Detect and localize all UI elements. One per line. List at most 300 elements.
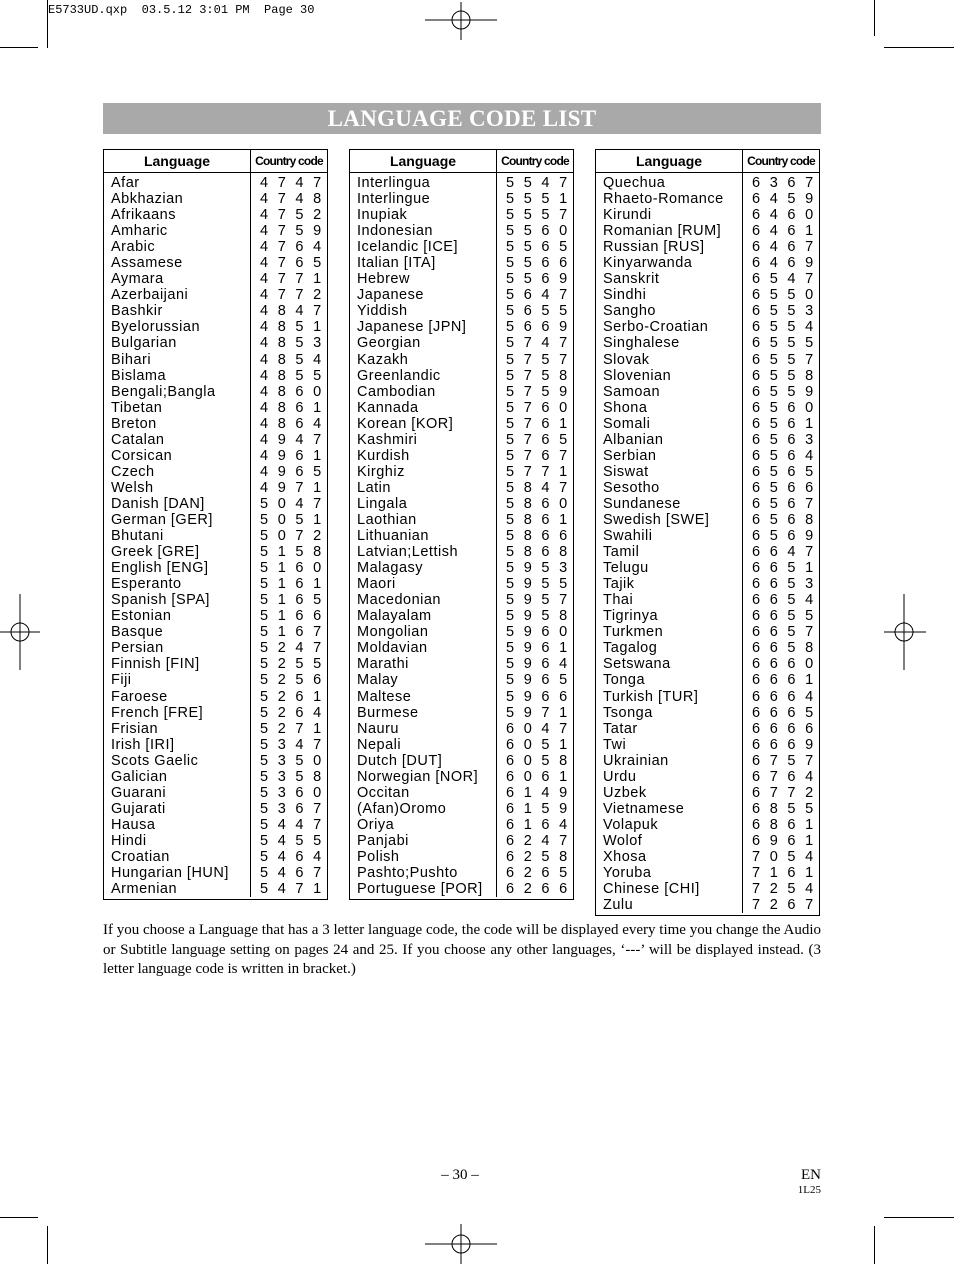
language-name: Sangho bbox=[603, 303, 656, 320]
language-name: Persian bbox=[111, 640, 164, 657]
language-name: Malay bbox=[357, 672, 399, 689]
country-code: 7 2 6 7 bbox=[752, 897, 816, 914]
language-name: Zulu bbox=[603, 897, 634, 914]
country-code: 6 9 6 1 bbox=[752, 832, 816, 849]
language-name: Tagalog bbox=[603, 640, 658, 657]
country-code: 6 5 6 4 bbox=[752, 447, 816, 464]
language-name: Maori bbox=[357, 576, 396, 593]
language-name: Pashto;Pushto bbox=[357, 865, 458, 882]
language-column-header: Language bbox=[350, 150, 497, 172]
language-name: Turkmen bbox=[603, 624, 664, 641]
country-code: 5 7 5 8 bbox=[506, 367, 570, 384]
country-code: 5 1 5 8 bbox=[260, 544, 324, 561]
language-name: Hindi bbox=[111, 832, 147, 849]
language-name: Aymara bbox=[111, 271, 164, 288]
language-name: Quechua bbox=[603, 175, 666, 191]
country-code: 5 4 4 7 bbox=[260, 816, 324, 833]
country-code: 5 0 5 1 bbox=[260, 511, 324, 528]
language-name: Indonesian bbox=[357, 223, 433, 240]
language-name: Hungarian [HUN] bbox=[111, 865, 229, 882]
language-name: Bengali;Bangla bbox=[111, 383, 216, 400]
language-table-3 bbox=[595, 149, 820, 916]
language-table-1 bbox=[103, 149, 328, 900]
country-code: 6 6 5 4 bbox=[752, 592, 816, 609]
country-code: 5 8 4 7 bbox=[506, 479, 570, 496]
language-name: Tonga bbox=[603, 672, 646, 689]
language-name: Rhaeto-Romance bbox=[603, 191, 724, 208]
country-code: 5 1 6 5 bbox=[260, 592, 324, 609]
country-code: 5 9 5 8 bbox=[506, 608, 570, 625]
country-code: 4 7 4 7 bbox=[260, 175, 324, 191]
country-code: 5 9 5 5 bbox=[506, 576, 570, 593]
country-code: 5 7 4 7 bbox=[506, 335, 570, 352]
language-name: Serbian bbox=[603, 447, 657, 464]
country-code: 5 9 7 1 bbox=[506, 704, 570, 721]
language-name: Tsonga bbox=[603, 704, 653, 721]
country-code: 5 8 6 6 bbox=[506, 528, 570, 545]
country-code: 5 6 5 5 bbox=[506, 303, 570, 320]
country-code: 6 2 4 7 bbox=[506, 832, 570, 849]
language-name: Hebrew bbox=[357, 271, 410, 288]
country-code: 5 5 5 7 bbox=[506, 207, 570, 224]
language-name: English [ENG] bbox=[111, 560, 209, 577]
crop-mark bbox=[47, 1226, 48, 1264]
language-name: Urdu bbox=[603, 768, 637, 785]
language-name: Breton bbox=[111, 415, 157, 432]
language-name: Galician bbox=[111, 768, 168, 785]
language-name: Basque bbox=[111, 624, 164, 641]
language-name: Fiji bbox=[111, 672, 132, 689]
country-code: 4 7 7 2 bbox=[260, 287, 324, 304]
country-code: 6 5 6 0 bbox=[752, 399, 816, 416]
country-code: 6 5 6 5 bbox=[752, 463, 816, 480]
country-code: 5 3 4 7 bbox=[260, 736, 324, 753]
language-name: Occitan bbox=[357, 784, 410, 801]
country-code: 5 7 5 7 bbox=[506, 351, 570, 368]
country-code: 6 6 6 4 bbox=[752, 688, 816, 705]
language-name: Sindhi bbox=[603, 287, 647, 304]
country-code: 6 7 7 2 bbox=[752, 784, 816, 801]
language-name: Lingala bbox=[357, 495, 408, 512]
language-name: Czech bbox=[111, 463, 155, 480]
country-code: 5 5 6 5 bbox=[506, 239, 570, 256]
country-code: 6 1 4 9 bbox=[506, 784, 570, 801]
registration-mark-icon bbox=[882, 594, 926, 670]
country-code: 5 1 6 0 bbox=[260, 560, 324, 577]
country-code: 4 7 7 1 bbox=[260, 271, 324, 288]
country-code: 5 3 5 8 bbox=[260, 768, 324, 785]
country-code: 6 5 6 1 bbox=[752, 415, 816, 432]
crop-mark bbox=[0, 47, 38, 48]
language-name: Norwegian [NOR] bbox=[357, 768, 479, 785]
country-code: 5 3 6 0 bbox=[260, 784, 324, 801]
country-code: 4 7 6 4 bbox=[260, 239, 324, 256]
country-code: 6 3 6 7 bbox=[752, 175, 816, 191]
country-code: 6 5 6 9 bbox=[752, 528, 816, 545]
country-code: 5 9 5 7 bbox=[506, 592, 570, 609]
language-name: Byelorussian bbox=[111, 319, 201, 336]
language-name: Kannada bbox=[357, 399, 419, 416]
language-column-header: Language bbox=[104, 150, 251, 172]
country-code: 6 8 6 1 bbox=[752, 816, 816, 833]
country-code: 6 6 5 8 bbox=[752, 640, 816, 657]
country-code: 6 6 4 7 bbox=[752, 544, 816, 561]
language-table-2 bbox=[349, 149, 574, 900]
language-name: Malayalam bbox=[357, 608, 432, 625]
language-name: Lithuanian bbox=[357, 528, 429, 545]
language-name: Dutch [DUT] bbox=[357, 752, 443, 769]
language-name: German [GER] bbox=[111, 511, 213, 528]
country-code: 6 5 4 7 bbox=[752, 271, 816, 288]
language-name: Sesotho bbox=[603, 479, 660, 496]
language-name: Slovak bbox=[603, 351, 650, 368]
language-name: Uzbek bbox=[603, 784, 647, 801]
language-name: Maltese bbox=[357, 688, 412, 705]
country-code: 5 1 6 1 bbox=[260, 576, 324, 593]
country-code: 5 1 6 6 bbox=[260, 608, 324, 625]
crop-mark bbox=[884, 1217, 954, 1218]
country-code: 5 3 6 7 bbox=[260, 800, 324, 817]
country-code: 5 7 7 1 bbox=[506, 463, 570, 480]
country-code: 5 8 6 0 bbox=[506, 495, 570, 512]
country-code: 4 8 5 3 bbox=[260, 335, 324, 352]
language-name: Afar bbox=[111, 175, 140, 191]
country-code: 5 1 6 7 bbox=[260, 624, 324, 641]
language-name: Siswat bbox=[603, 463, 649, 480]
language-name: Icelandic [ICE] bbox=[357, 239, 458, 256]
language-name: Inupiak bbox=[357, 207, 408, 224]
language-name: Esperanto bbox=[111, 576, 182, 593]
crop-mark bbox=[0, 1217, 38, 1218]
language-name: Croatian bbox=[111, 848, 170, 865]
country-code: 6 6 6 5 bbox=[752, 704, 816, 721]
country-code: 6 5 5 3 bbox=[752, 303, 816, 320]
country-code-column-header: Country code bbox=[747, 154, 815, 168]
country-code: 5 9 6 4 bbox=[506, 656, 570, 673]
language-name: Corsican bbox=[111, 447, 173, 464]
language-name: Catalan bbox=[111, 431, 165, 448]
language-name: Latvian;Lettish bbox=[357, 544, 459, 561]
language-name: Finnish [FIN] bbox=[111, 656, 200, 673]
country-code: 5 6 6 9 bbox=[506, 319, 570, 336]
language-name: Kinyarwanda bbox=[603, 255, 693, 272]
country-code: 5 7 6 5 bbox=[506, 431, 570, 448]
language-name: Volapuk bbox=[603, 816, 659, 833]
code-column bbox=[743, 173, 819, 913]
country-code: 6 5 5 5 bbox=[752, 335, 816, 352]
country-code: 6 2 5 8 bbox=[506, 848, 570, 865]
language-name: Samoan bbox=[603, 383, 661, 400]
country-code: 5 9 6 6 bbox=[506, 688, 570, 705]
language-name: Shona bbox=[603, 399, 648, 416]
country-code: 5 4 6 4 bbox=[260, 848, 324, 865]
language-name: Telugu bbox=[603, 560, 649, 577]
country-code: 4 9 6 1 bbox=[260, 447, 324, 464]
country-code: 4 9 7 1 bbox=[260, 479, 324, 496]
language-name: Interlingue bbox=[357, 191, 431, 208]
language-name: Setswana bbox=[603, 656, 671, 673]
language-tag: EN bbox=[801, 1167, 821, 1183]
country-code: 6 4 6 1 bbox=[752, 223, 816, 240]
language-name: Latin bbox=[357, 479, 391, 496]
country-code: 6 5 5 7 bbox=[752, 351, 816, 368]
language-name: Tamil bbox=[603, 544, 640, 561]
country-code: 5 3 5 0 bbox=[260, 752, 324, 769]
language-name: Tatar bbox=[603, 720, 638, 737]
country-code: 6 0 4 7 bbox=[506, 720, 570, 737]
country-code: 5 2 5 5 bbox=[260, 656, 324, 673]
language-name: Singhalese bbox=[603, 335, 680, 352]
table-header bbox=[596, 150, 819, 173]
country-code: 6 8 5 5 bbox=[752, 800, 816, 817]
country-code: 6 6 6 0 bbox=[752, 656, 816, 673]
country-code: 6 6 5 1 bbox=[752, 560, 816, 577]
document-code: 1L25 bbox=[797, 1184, 821, 1196]
language-name: Japanese [JPN] bbox=[357, 319, 467, 336]
country-code: 5 9 6 0 bbox=[506, 624, 570, 641]
language-column bbox=[104, 173, 251, 897]
country-code: 6 5 5 4 bbox=[752, 319, 816, 336]
country-code: 5 4 7 1 bbox=[260, 881, 324, 898]
country-code: 5 7 5 9 bbox=[506, 383, 570, 400]
country-code: 4 7 5 9 bbox=[260, 223, 324, 240]
crop-mark bbox=[47, 0, 48, 48]
country-code: 6 0 5 1 bbox=[506, 736, 570, 753]
country-code: 5 9 6 5 bbox=[506, 672, 570, 689]
language-name: Wolof bbox=[603, 832, 643, 849]
language-name: Nauru bbox=[357, 720, 399, 737]
language-name: Amharic bbox=[111, 223, 168, 240]
language-name: Kurdish bbox=[357, 447, 410, 464]
language-name: Turkish [TUR] bbox=[603, 688, 699, 705]
country-code: 4 7 5 2 bbox=[260, 207, 324, 224]
language-name: Kirundi bbox=[603, 207, 652, 224]
country-code: 6 1 6 4 bbox=[506, 816, 570, 833]
language-name: Cambodian bbox=[357, 383, 436, 400]
country-code: 5 8 6 8 bbox=[506, 544, 570, 561]
page-number: – 30 – bbox=[441, 1167, 479, 1183]
language-name: Hausa bbox=[111, 816, 156, 833]
country-code: 5 9 6 1 bbox=[506, 640, 570, 657]
language-name: Italian [ITA] bbox=[357, 255, 436, 272]
language-name: Bihari bbox=[111, 351, 152, 368]
language-name: Korean [KOR] bbox=[357, 415, 454, 432]
language-column bbox=[596, 173, 743, 913]
country-code: 6 6 6 9 bbox=[752, 736, 816, 753]
language-name: Marathi bbox=[357, 656, 409, 673]
country-code: 5 7 6 1 bbox=[506, 415, 570, 432]
country-code: 6 7 5 7 bbox=[752, 752, 816, 769]
country-code: 6 5 6 6 bbox=[752, 479, 816, 496]
language-name: Thai bbox=[603, 592, 634, 609]
language-name: Moldavian bbox=[357, 640, 428, 657]
country-code: 6 4 5 9 bbox=[752, 191, 816, 208]
country-code: 5 0 4 7 bbox=[260, 495, 324, 512]
crop-mark bbox=[874, 1226, 875, 1264]
language-name: Serbo-Croatian bbox=[603, 319, 709, 336]
language-name: Japanese bbox=[357, 287, 424, 304]
country-code: 5 5 6 0 bbox=[506, 223, 570, 240]
language-name: Assamese bbox=[111, 255, 183, 272]
crop-mark bbox=[874, 0, 875, 36]
country-code: 5 2 7 1 bbox=[260, 720, 324, 737]
language-name: Twi bbox=[603, 736, 627, 753]
language-name: Kirghiz bbox=[357, 463, 405, 480]
country-code: 5 7 6 0 bbox=[506, 399, 570, 416]
language-name: Xhosa bbox=[603, 848, 647, 865]
country-code: 6 5 5 8 bbox=[752, 367, 816, 384]
registration-mark-icon bbox=[425, 0, 497, 42]
language-name: Yiddish bbox=[357, 303, 408, 320]
country-code: 7 0 5 4 bbox=[752, 848, 816, 865]
language-name: Somali bbox=[603, 415, 651, 432]
country-code: 4 8 6 0 bbox=[260, 383, 324, 400]
country-code: 6 6 5 3 bbox=[752, 576, 816, 593]
country-code: 6 0 6 1 bbox=[506, 768, 570, 785]
file-slug: E5733UD.qxp 03.5.12 3:01 PM Page 30 bbox=[48, 3, 315, 17]
registration-mark-icon bbox=[425, 1222, 497, 1264]
country-code: 4 8 6 4 bbox=[260, 415, 324, 432]
country-code: 4 8 4 7 bbox=[260, 303, 324, 320]
country-code: 6 4 6 7 bbox=[752, 239, 816, 256]
country-code: 5 5 6 9 bbox=[506, 271, 570, 288]
country-code: 6 5 6 7 bbox=[752, 495, 816, 512]
language-name: Laothian bbox=[357, 511, 417, 528]
language-name: Bashkir bbox=[111, 303, 163, 320]
language-name: Bislama bbox=[111, 367, 167, 384]
page-title: LANGUAGE CODE LIST bbox=[103, 103, 821, 134]
country-code: 6 2 6 5 bbox=[506, 865, 570, 882]
country-code: 5 2 5 6 bbox=[260, 672, 324, 689]
country-code: 6 6 6 1 bbox=[752, 672, 816, 689]
country-code: 4 7 6 5 bbox=[260, 255, 324, 272]
language-name: Tibetan bbox=[111, 399, 163, 416]
language-name: Interlingua bbox=[357, 175, 431, 191]
country-code: 5 2 6 4 bbox=[260, 704, 324, 721]
language-name: Abkhazian bbox=[111, 191, 184, 208]
language-name: Portuguese [POR] bbox=[357, 881, 483, 898]
language-name: Gujarati bbox=[111, 800, 166, 817]
language-name: Guarani bbox=[111, 784, 167, 801]
table-header bbox=[104, 150, 327, 173]
language-name: Armenian bbox=[111, 881, 178, 898]
language-name: Georgian bbox=[357, 335, 421, 352]
language-name: (Afan)Oromo bbox=[357, 800, 447, 817]
country-code: 6 6 6 6 bbox=[752, 720, 816, 737]
language-name: Frisian bbox=[111, 720, 159, 737]
country-code: 6 6 5 7 bbox=[752, 624, 816, 641]
language-name: Swahili bbox=[603, 528, 653, 545]
country-code: 6 1 5 9 bbox=[506, 800, 570, 817]
country-code: 7 2 5 4 bbox=[752, 881, 816, 898]
language-name: Yoruba bbox=[603, 865, 652, 882]
language-name: Chinese [CHI] bbox=[603, 881, 700, 898]
country-code: 6 4 6 9 bbox=[752, 255, 816, 272]
country-code: 5 6 4 7 bbox=[506, 287, 570, 304]
language-name: Azerbaijani bbox=[111, 287, 189, 304]
country-code: 5 2 6 1 bbox=[260, 688, 324, 705]
code-column bbox=[497, 173, 573, 897]
language-name: Kashmiri bbox=[357, 431, 418, 448]
language-name: Burmese bbox=[357, 704, 419, 721]
country-code: 5 7 6 7 bbox=[506, 447, 570, 464]
country-code: 5 2 4 7 bbox=[260, 640, 324, 657]
language-name: French [FRE] bbox=[111, 704, 204, 721]
crop-mark bbox=[884, 47, 954, 48]
language-name: Oriya bbox=[357, 816, 395, 833]
language-name: Panjabi bbox=[357, 832, 409, 849]
language-name: Macedonian bbox=[357, 592, 441, 609]
language-name: Slovenian bbox=[603, 367, 672, 384]
language-name: Swedish [SWE] bbox=[603, 511, 710, 528]
language-name: Polish bbox=[357, 848, 400, 865]
language-name: Nepali bbox=[357, 736, 402, 753]
language-name: Irish [IRI] bbox=[111, 736, 175, 753]
language-column-header: Language bbox=[596, 150, 743, 172]
language-name: Welsh bbox=[111, 479, 154, 496]
country-code: 5 4 5 5 bbox=[260, 832, 324, 849]
country-code: 5 4 6 7 bbox=[260, 865, 324, 882]
language-name: Tigrinya bbox=[603, 608, 659, 625]
country-code: 4 7 4 8 bbox=[260, 191, 324, 208]
language-name: Bhutani bbox=[111, 528, 164, 545]
language-name: Kazakh bbox=[357, 351, 409, 368]
country-code: 4 8 5 4 bbox=[260, 351, 324, 368]
language-name: Sanskrit bbox=[603, 271, 660, 288]
language-name: Malagasy bbox=[357, 560, 424, 577]
language-name: Danish [DAN] bbox=[111, 495, 205, 512]
language-name: Vietnamese bbox=[603, 800, 685, 817]
language-name: Faroese bbox=[111, 688, 168, 705]
country-code: 6 2 6 6 bbox=[506, 881, 570, 898]
country-code: 5 5 5 1 bbox=[506, 191, 570, 208]
language-name: Albanian bbox=[603, 431, 664, 448]
country-code: 5 5 6 6 bbox=[506, 255, 570, 272]
language-name: Spanish [SPA] bbox=[111, 592, 210, 609]
language-name: Greek [GRE] bbox=[111, 544, 200, 561]
language-name: Tajik bbox=[603, 576, 635, 593]
language-name: Mongolian bbox=[357, 624, 429, 641]
registration-mark-icon bbox=[0, 594, 44, 670]
language-name: Estonian bbox=[111, 608, 172, 625]
country-code: 4 8 6 1 bbox=[260, 399, 324, 416]
language-name: Afrikaans bbox=[111, 207, 176, 224]
country-code: 6 0 5 8 bbox=[506, 752, 570, 769]
country-code: 6 4 6 0 bbox=[752, 207, 816, 224]
table-header bbox=[350, 150, 573, 173]
country-code: 4 9 6 5 bbox=[260, 463, 324, 480]
language-name: Greenlandic bbox=[357, 367, 441, 384]
language-name: Russian [RUS] bbox=[603, 239, 705, 256]
country-code: 4 9 4 7 bbox=[260, 431, 324, 448]
country-code: 5 9 5 3 bbox=[506, 560, 570, 577]
language-name: Scots Gaelic bbox=[111, 752, 199, 769]
country-code: 5 5 4 7 bbox=[506, 175, 570, 191]
code-column bbox=[251, 173, 327, 897]
language-column bbox=[350, 173, 497, 897]
language-name: Romanian [RUM] bbox=[603, 223, 722, 240]
language-name: Arabic bbox=[111, 239, 156, 256]
country-code: 6 5 5 0 bbox=[752, 287, 816, 304]
country-code: 6 7 6 4 bbox=[752, 768, 816, 785]
language-name: Bulgarian bbox=[111, 335, 177, 352]
country-code: 6 5 5 9 bbox=[752, 383, 816, 400]
country-code: 5 0 7 2 bbox=[260, 528, 324, 545]
footnote-paragraph: If you choose a Language that has a 3 letter language code, the code will be displayed every time you change the Audio or Subtitle language setting on pages 24 and 25. If you choose any other languages, ‘---’ will be displayed instead. (3 letter language code is written in bracket.) bbox=[103, 922, 821, 977]
country-code: 5 8 6 1 bbox=[506, 511, 570, 528]
country-code: 6 5 6 3 bbox=[752, 431, 816, 448]
country-code-column-header: Country code bbox=[255, 154, 323, 168]
